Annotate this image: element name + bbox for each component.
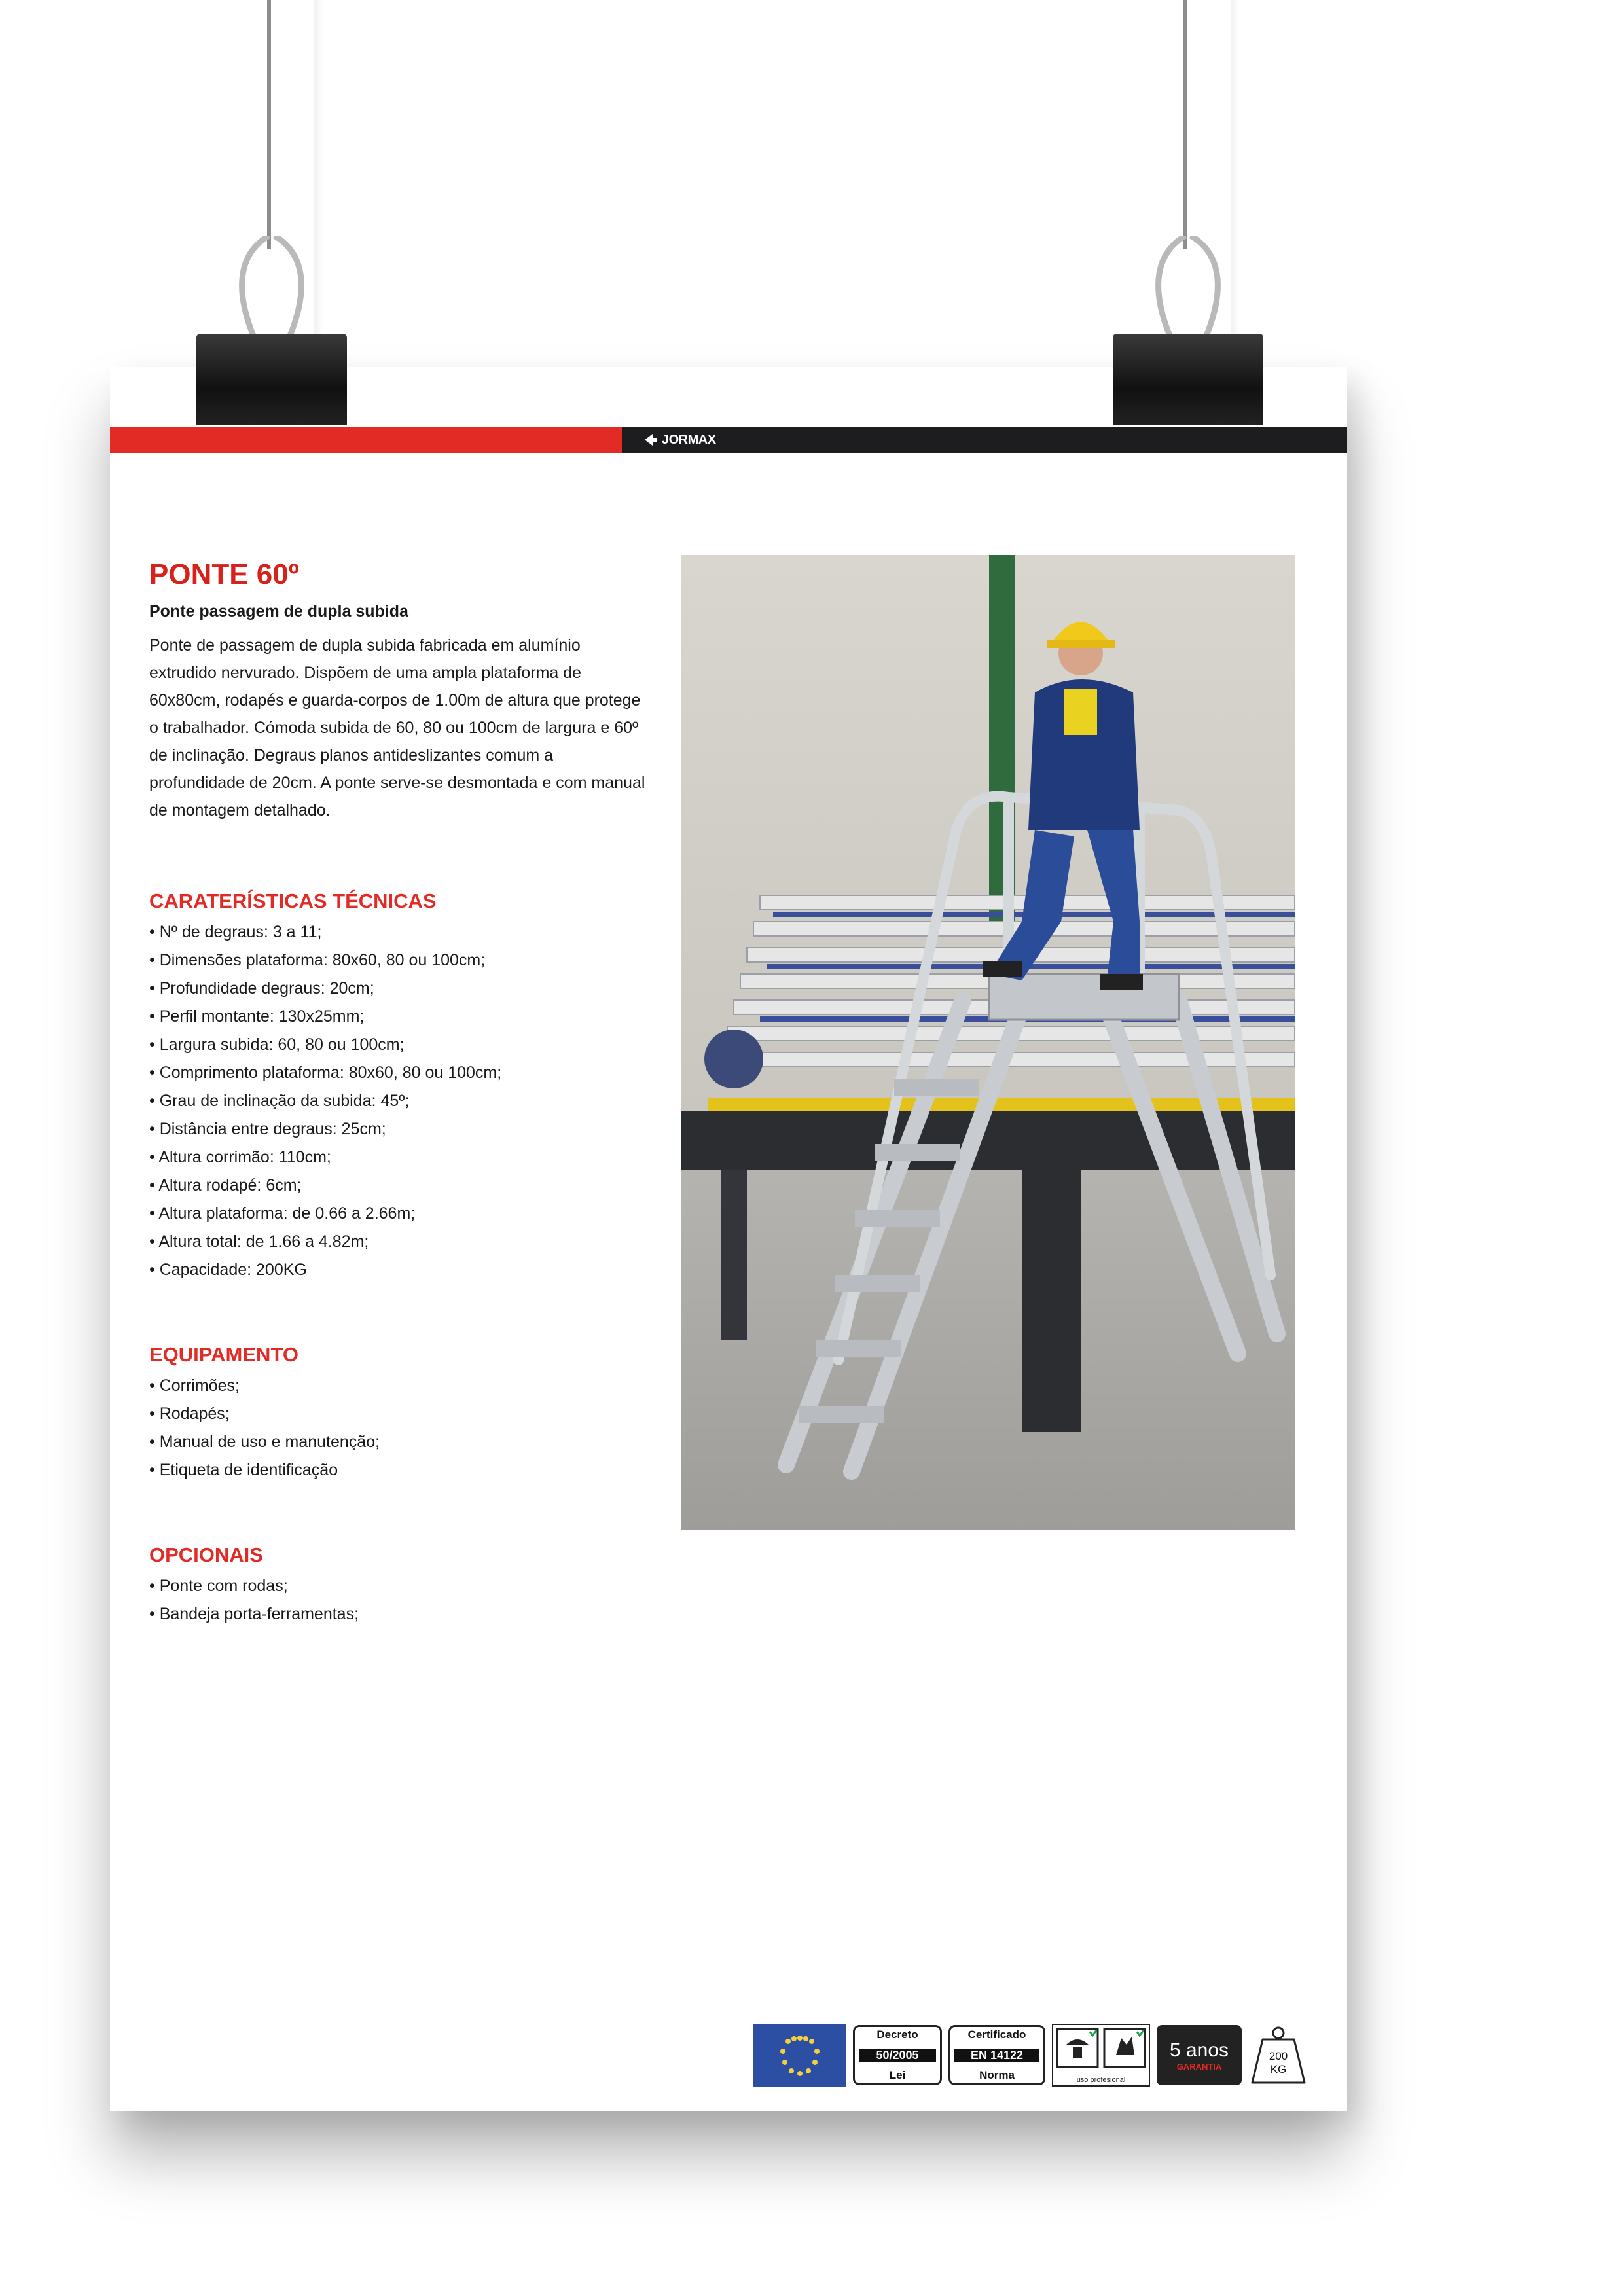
- brand-logo: [643, 430, 716, 450]
- cert-bottom: Norma: [979, 2069, 1015, 2081]
- warranty-years: 5 anos: [1169, 2039, 1229, 2061]
- product-photo: [681, 555, 1295, 1530]
- text-column: [149, 556, 647, 1628]
- optional-item: • Bandeja porta-ferramentas;: [149, 1600, 647, 1628]
- spec-item: • Nº de degraus: 3 a 11;: [149, 918, 647, 946]
- binder-clip-right: [1113, 236, 1263, 432]
- specs-section: [149, 889, 647, 1284]
- header-bar-red: [110, 427, 622, 453]
- spec-item: • Altura rodapé: 6cm;: [149, 1172, 647, 1200]
- spec-item: • Distância entre degraus: 25cm;: [149, 1115, 647, 1143]
- spec-item: • Altura plataforma: de 0.66 a 2.66m;: [149, 1200, 647, 1228]
- equipment-title: EQUIPAMENTO: [149, 1343, 298, 1366]
- spec-item: • Grau de inclinação da subida: 45º;: [149, 1087, 647, 1115]
- decree-number: 50/2005: [859, 2049, 936, 2062]
- product-subtitle: Ponte passagem de dupla subida: [149, 602, 408, 620]
- equipment-item: • Rodapés;: [149, 1400, 647, 1428]
- hanging-wire-left: [267, 0, 271, 249]
- certification-badges: [753, 2022, 1308, 2088]
- spec-item: • Comprimento plataforma: 80x60, 80 ou 100cm;: [149, 1059, 647, 1087]
- cert-standard: EN 14122: [954, 2049, 1039, 2062]
- professional-use-badge: [1052, 2024, 1150, 2087]
- specs-list: [149, 918, 647, 1284]
- ladder-bridge-illustration: [681, 555, 1295, 1530]
- spec-item: • Profundidade degraus: 20cm;: [149, 975, 647, 1003]
- optionals-title: OPCIONAIS: [149, 1543, 263, 1566]
- equipment-item: • Manual de uso e manutenção;: [149, 1428, 647, 1456]
- warranty-label: GARANTIA: [1176, 2061, 1222, 2072]
- weight-value: 200: [1269, 2050, 1288, 2062]
- spec-item: • Perfil montante: 130x25mm;: [149, 1003, 647, 1031]
- spec-item: • Capacidade: 200KG: [149, 1256, 647, 1284]
- professional-use-icon: [1053, 2025, 1149, 2073]
- clip-wire-icon: [196, 236, 347, 340]
- warranty-badge: [1157, 2025, 1242, 2085]
- spec-item: • Largura subida: 60, 80 ou 100cm;: [149, 1031, 647, 1059]
- professional-use-label: uso profesional: [1076, 2076, 1126, 2084]
- specs-title: CARATERÍSTICAS TÉCNICAS: [149, 889, 437, 912]
- eu-flag-icon: [753, 2024, 846, 2087]
- clip-wire-icon: [1113, 236, 1263, 340]
- cert-top: Certificado: [967, 2028, 1026, 2041]
- optionals-section: [149, 1543, 647, 1628]
- brand-name: JORMAX: [662, 432, 716, 447]
- product-title: PONTE 60º: [149, 558, 299, 590]
- binder-clip-left: [196, 236, 347, 432]
- logo-mark-icon: [643, 433, 658, 447]
- clip-body: [1113, 334, 1263, 425]
- spec-item: • Altura corrimão: 110cm;: [149, 1143, 647, 1172]
- optional-item: • Ponte com rodas;: [149, 1572, 647, 1600]
- spec-item: • Dimensões plataforma: 80x60, 80 ou 100cm;: [149, 946, 647, 975]
- equipment-item: • Corrimões;: [149, 1372, 647, 1400]
- weight-unit: KG: [1270, 2063, 1287, 2075]
- product-sheet: [110, 367, 1347, 2111]
- equipment-section: [149, 1343, 647, 1484]
- equipment-list: [149, 1372, 647, 1484]
- decree-top: Decreto: [876, 2028, 918, 2041]
- hanging-wire-right: [1183, 0, 1187, 249]
- weight-capacity-badge: [1248, 2024, 1308, 2087]
- certificate-badge: [948, 2025, 1045, 2085]
- product-description: Ponte de passagem de dupla subida fabricada em alumínio extrudido nervurado. Dispõem de uma ampla plataforma de 60x80cm, rodapés e guarda-corpos de 1.00m de altura que protege o trabalhador. Cómoda subida de 60, 80 ou 100cm de largura e 60º de inclinação. Degraus planos antideslizantes comum a profundidade de 20cm. A ponte serve-se desmontada e com manual de montagem detalhado.: [149, 636, 645, 819]
- spec-item: • Altura total: de 1.66 a 4.82m;: [149, 1228, 647, 1256]
- optionals-list: [149, 1572, 647, 1628]
- decree-bottom: Lei: [889, 2069, 906, 2081]
- clip-body: [196, 334, 347, 425]
- weight-text: [1248, 2050, 1308, 2076]
- decree-badge: [853, 2025, 942, 2085]
- equipment-item: • Etiqueta de identificação: [149, 1456, 647, 1484]
